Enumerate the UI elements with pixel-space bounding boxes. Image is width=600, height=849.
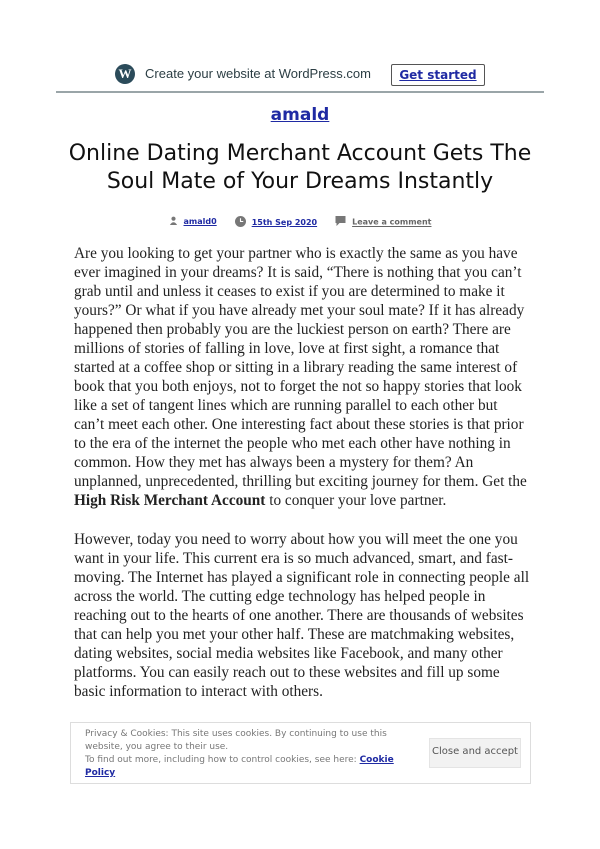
wordpress-banner xyxy=(56,60,544,93)
user-icon xyxy=(169,216,178,227)
post-content xyxy=(74,244,530,721)
post-meta xyxy=(0,216,600,229)
author-link[interactable]: amald0 xyxy=(183,217,217,226)
post-title: Online Dating Merchant Account Gets The Soul Mate of Your Dreams Instantly xyxy=(68,141,532,194)
cookie-text xyxy=(85,728,415,780)
leave-comment-link[interactable]: Leave a comment xyxy=(352,217,432,227)
text: to conquer your love partner. xyxy=(265,492,447,509)
get-started-button[interactable]: Get started xyxy=(391,64,485,86)
clock-icon xyxy=(235,216,246,229)
text: Are you looking to get your partner who is exactly the same as you have ever imagined in your dreams? It is said, “There is nothing that you can’t grab until and unless it ceases to exist if you are determined to make it yours?” Or what if you have already met your soul mate? If it has already happened then probably you are the luckiest person on earth? There are millions of stories of falling in love, love at first sight, a romance that started at a coffee shop or sitting in a library reading the same interest of book that you both enjoys, not to forget the not so happy stories that look like a set of tangent lines which are running parallel to each other but can’t meet each other. One interesting fact about these stories is that prior to the era of the internet the people who met each other have nothing in common. How they met has always been a mystery for them? An unplanned, unprecedented, thrilling but exciting journey for them. Get the xyxy=(74,245,527,490)
high-risk-merchant-link[interactable]: High Risk Merchant Account xyxy=(74,492,266,509)
site-title-link[interactable]: amald xyxy=(270,105,330,125)
comment-icon xyxy=(335,216,346,228)
close-and-accept-button[interactable]: Close and accept xyxy=(429,738,521,768)
cookie-line-2: To find out more, including how to control cookies, see here: xyxy=(85,755,360,765)
date-link[interactable]: 15th Sep 2020 xyxy=(251,218,318,227)
cookie-policy-link[interactable]: Cookie Policy xyxy=(85,755,394,778)
paragraph-2: However, today you need to worry about how you will meet the one you want in your life. This current era is so much advanced, smart, and fast-moving. The Internet has played a significant role in connecting people all across the world. The cutting edge technology has helped people in reaching out to the hearts of one another. There are thousands of websites that can help you met your other half. These are matchmaking websites, dating websites, social media websites like Facebook, and many other platforms. You can easily reach out to these websites and fill up some basic information to interact with others. xyxy=(74,531,530,700)
wordpress-logo-icon[interactable]: W xyxy=(115,64,135,84)
paragraph-1 xyxy=(74,244,530,510)
banner-text: Create your website at WordPress.com xyxy=(145,66,371,81)
cookie-banner xyxy=(70,722,531,784)
cookie-line-1: Privacy & Cookies: This site uses cookies. By continuing to use this website, you agree to their use. xyxy=(85,729,387,752)
